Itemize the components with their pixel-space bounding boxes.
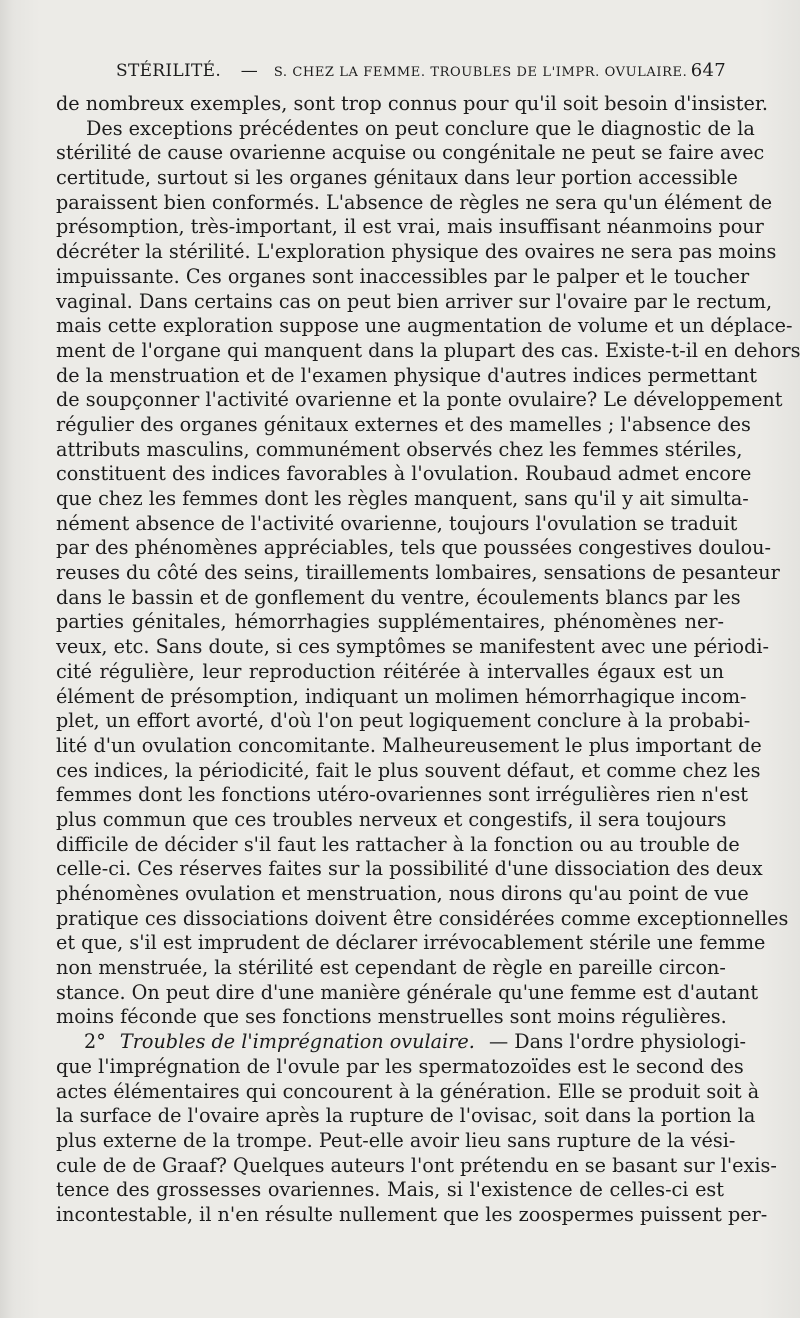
text-line: plus commun que ces troubles nerveux et congestifs, il sera toujours (56, 807, 727, 831)
text-line: régulier des organes génitaux externes et des mamelles ; l'absence des (56, 412, 751, 436)
text-line: difficile de décider s'il faut les rattacher à la fonction ou au trouble de (56, 832, 740, 856)
text-line: stérilité de cause ovarienne acquise ou congénitale ne peut se faire avec (56, 141, 765, 165)
text-line: incontestable, il n'en résulte nullement que les zoospermes puissent per- (56, 1202, 768, 1226)
section-heading: Troubles de l'imprégnation ovulaire. (119, 1030, 475, 1054)
text-line: impuissante. Ces organes sont inaccessibles par le palper et le toucher (56, 264, 750, 288)
text-line: mais cette exploration suppose une augmentation de volume et un déplace- (56, 314, 793, 338)
text-line: tence des grossesses ovariennes. Mais, si l'existence de celles-ci est (56, 1178, 724, 1202)
text-line: plus externe de la trompe. Peut-elle avoir lieu sans rupture de la vési- (56, 1128, 736, 1152)
text-line: par des phénomènes appréciables, tels que poussées congestives doulou- (56, 536, 771, 560)
text-line: que l'imprégnation de l'ovule par les spermatozoïdes est le second des (56, 1054, 744, 1078)
paragraph-start-line: Des exceptions précédentes on peut conclure que le diagnostic de la (86, 116, 755, 140)
text-line: ment de l'organe qui manquent dans la plupart des cas. Existe-t-il en dehors (56, 338, 800, 362)
text-line: stance. On peut dire d'une manière générale qu'une femme est d'autant (56, 980, 759, 1004)
text-line: pratique ces dissociations doivent être considérées comme exceptionnelles (56, 906, 789, 930)
page-number: 647 (690, 60, 726, 81)
text-line: non menstruée, la stérilité est cependant de règle en pareille circon- (56, 956, 726, 980)
text-line: parties génitales, hémorrhagies supplémentaires, phénomènes ner- (56, 610, 724, 634)
text-line: nément absence de l'activité ovarienne, toujours l'ovulation se traduit (56, 511, 738, 535)
text-line: ces indices, la périodicité, fait le plus souvent défaut, et comme chez les (56, 758, 761, 782)
text-line: reuses du côté des seins, tiraillements lombaires, sensations de pesanteur (56, 561, 780, 585)
text-line: phénomènes ovulation et menstruation, nous dirons qu'au point de vue (56, 882, 749, 905)
text-line: femmes dont les fonctions utéro-ovariennes sont irrégulières rien n'est (56, 783, 748, 807)
text-line: vaginal. Dans certains cas on peut bien arriver sur l'ovaire par le rectum, (56, 289, 773, 313)
text-line: attributs masculins, communément observés chez les femmes stériles, (56, 437, 743, 461)
text-line: dans le bassin et de gonflement du ventre, écoulements blancs par les (56, 585, 741, 609)
running-head-section: S. CHEZ LA FEMME. TROUBLES DE L'IMPR. OVULAIRE. (273, 65, 688, 80)
text-line: de soupçonner l'activité ovarienne et la ponte ovulaire? Le développement (56, 388, 783, 412)
text-line: veux, etc. Sans doute, si ces symptômes se manifestent avec une périodi- (56, 635, 769, 659)
text-line: de nombreux exemples, sont trop connus pour qu'il soit besoin d'insister. (56, 92, 769, 115)
text-line: que chez les femmes dont les règles manquent, sans qu'il y ait simulta- (56, 487, 749, 510)
section-heading-line (56, 1030, 747, 1055)
text-line: présomption, très-important, il est vrai, mais insuffisant néanmoins pour (56, 215, 764, 239)
text-line: actes élémentaires qui concourent à la génération. Elle se produit soit à (56, 1079, 760, 1103)
section-heading-continuation: — Dans l'ordre physiologi- (488, 1030, 747, 1054)
text-line: plet, un effort avorté, d'où l'on peut logiquement conclure à la probabi- (56, 709, 751, 733)
text-line: la surface de l'ovaire après la rupture de l'ovisac, soit dans la portion la (56, 1104, 756, 1128)
text-line: paraissent bien conformés. L'absence de règles ne sera qu'un élément de (56, 190, 773, 214)
running-head-dash: — (240, 61, 259, 81)
text-line: décréter la stérilité. L'exploration physique des ovaires ne sera pas moins (56, 240, 777, 264)
text-line: cule de de Graaf? Quelques auteurs l'ont prétendu en se basant sur l'exis- (56, 1153, 777, 1177)
text-line: celle-ci. Ces réserves faites sur la possibilité d'une dissociation des deux (56, 857, 763, 881)
text-line: cité régulière, leur reproduction réitérée à intervalles égaux est un (56, 659, 724, 683)
text-line: de la menstruation et de l'examen physique d'autres indices permettant (56, 363, 757, 387)
body-text (56, 92, 800, 1228)
running-head (116, 58, 726, 84)
paragraph-end-line: moins féconde que ses fonctions menstruelles sont moins régulières. (56, 1005, 727, 1029)
text-line: constituent des indices favorables à l'ovulation. Roubaud admet encore (56, 462, 752, 486)
text-line: certitude, surtout si les organes génitaux dans leur portion accessible (56, 166, 738, 190)
text-line: élément de présomption, indiquant un molimen hémorrhagique incom- (56, 684, 747, 708)
text-line: lité d'un ovulation concomitante. Malheureusement le plus important de (56, 733, 762, 757)
running-head-title: STÉRILITÉ. (116, 61, 222, 81)
section-number: 2° (84, 1030, 106, 1054)
text-line: et que, s'il est imprudent de déclarer irrévocablement stérile une femme (56, 931, 766, 955)
